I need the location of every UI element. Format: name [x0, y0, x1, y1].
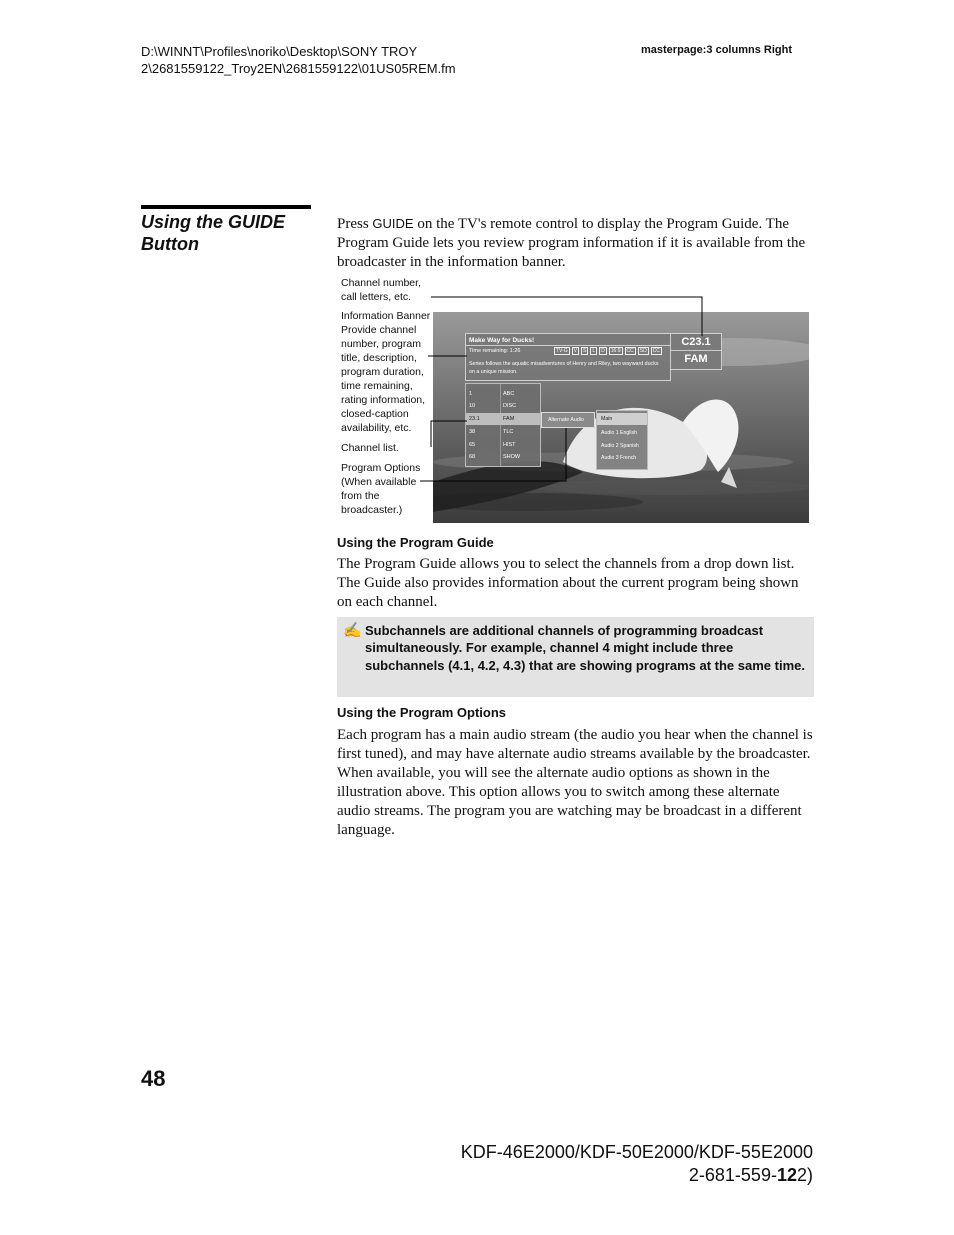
channel-list-call: FAM: [503, 416, 515, 422]
banner-rating-badges: [554, 347, 662, 355]
footer-part-code: [448, 1164, 813, 1186]
badge-cc: CC: [652, 348, 660, 354]
audio-option[interactable]: [597, 440, 647, 452]
badge-l: L: [592, 348, 596, 354]
channel-list-num: 10: [469, 403, 476, 409]
intro-rest: on the TV's remote control to display the Program Guide. The Program Guide lets you review program information if it is available from the broadcaster in the information banner.: [337, 216, 806, 270]
program-guide-paragraph: The Program Guide allows you to select the channels from a drop down list. The Guide also provides information about the current program being shown on each channel.: [337, 556, 799, 610]
channel-list-num: 23.1: [469, 416, 480, 422]
banner-divider: [466, 345, 670, 346]
masterpage-label: masterpage:3 columns Right: [641, 44, 792, 56]
channel-list-call: ABC: [503, 391, 515, 397]
channel-list-call: DISC: [503, 403, 517, 409]
channel-list-item-selected[interactable]: [466, 413, 540, 425]
channel-list-item[interactable]: [466, 388, 540, 400]
channel-list-num: 68: [469, 454, 476, 460]
banner-time-remaining: Time remaining: 1:26: [469, 348, 521, 354]
channel-list-num: 38: [469, 429, 476, 435]
program-options-heading: Using the Program Options: [337, 705, 507, 720]
badge-sd: SD: [639, 348, 647, 354]
channel-number: C23.1: [681, 336, 711, 348]
channel-box-divider: [671, 350, 721, 351]
audio-option[interactable]: [597, 452, 647, 464]
note-text: Subchannels are additional channels of programming broadcast simultaneously. For example, channel 4 might include three subchannels (4.1, 4.2, 4.3) that are showing programs at the same time.: [365, 623, 805, 673]
channel-list-item[interactable]: [466, 400, 540, 412]
channel-call-letters: FAM: [684, 353, 708, 365]
audio-options-list: [596, 410, 648, 470]
program-guide-heading: Using the Program Guide: [337, 535, 494, 550]
banner-description: Series follows the aquatic misadventures of Henry and Riley, two wayward ducks on a unique mission.: [469, 361, 659, 375]
guide-key-label: GUIDE: [372, 216, 414, 231]
audio-option-label: Audio 3 French: [601, 455, 637, 461]
channel-list-call: HIST: [503, 442, 516, 448]
channel-number-box: [670, 333, 722, 370]
label-channel-number: Channel number, call letters, etc.: [341, 277, 421, 303]
badge-cc-icon: CC: [626, 348, 634, 354]
file-path-line-2: 2\2681559122_Troy2EN\2681559122\01US05REM.fm: [141, 61, 456, 76]
badge-d: D: [601, 348, 605, 354]
section-title: [141, 211, 316, 255]
file-path-line-1: D:\WINNT\Profiles\noriko\Desktop\SONY TROY: [141, 44, 418, 59]
audio-option[interactable]: [597, 427, 647, 439]
section-title-line-1: Using the GUIDE: [141, 212, 286, 232]
note-box: [337, 617, 814, 697]
channel-list-num: 1: [469, 391, 473, 397]
channel-list-item[interactable]: [466, 439, 540, 451]
information-banner: [465, 333, 671, 381]
channel-list-item[interactable]: [466, 426, 540, 438]
section-title-line-2: Button: [141, 234, 199, 254]
channel-list-call: TLC: [503, 429, 514, 435]
label-information-banner: Information Banner Provide channel number, program title, description, program duration, time remaining, rating information, closed-caption availability, etc.: [341, 310, 431, 434]
audio-option-label: Audio 1 English: [601, 430, 638, 436]
audio-option-label: Main: [601, 416, 613, 422]
intro-paragraph: [337, 214, 812, 272]
footer-code-suffix: 2): [796, 1165, 813, 1185]
page-number: 48: [141, 1066, 166, 1091]
footer-code-bold: 12: [776, 1165, 797, 1185]
footer-model-numbers: KDF-46E2000/KDF-50E2000/KDF-55E2000: [460, 1142, 813, 1162]
banner-program-title: Make Way for Ducks!: [469, 337, 535, 344]
badge-s: S: [583, 348, 587, 354]
badge-rating: TV-G: [556, 348, 568, 354]
badge-v: V: [573, 348, 578, 354]
label-program-options: Program Options (When available from the broadcaster.): [341, 462, 421, 516]
channel-list: [465, 383, 541, 467]
file-path: [141, 43, 456, 77]
label-channel-list: Channel list.: [341, 442, 399, 454]
channel-list-call: SHOW: [503, 454, 521, 460]
footer-code-prefix: 2-681-559-: [688, 1165, 777, 1185]
channel-list-num: 65: [469, 442, 476, 448]
audio-option-selected[interactable]: [597, 413, 647, 425]
alternate-audio-tab[interactable]: [541, 412, 595, 428]
pencil-note-icon: ✍: [343, 623, 362, 639]
badge-aspect: 16:9: [610, 348, 621, 354]
program-options-paragraph: Each program has a main audio stream (the audio you hear when the channel is first tuned), and may have alternate audio streams available by the broadcaster. When available, you will see the alternate audio options as shown in the illustration above. This option allows you to switch among these alternate audio streams. The program you are watching may be broadcast in a different language.: [337, 727, 813, 838]
channel-list-item[interactable]: [466, 451, 540, 463]
section-rule: [141, 205, 311, 209]
alternate-audio-label: Alternate Audio: [548, 417, 584, 423]
audio-option-label: Audio 2 Spanish: [601, 443, 639, 449]
intro-press: Press: [337, 216, 373, 232]
